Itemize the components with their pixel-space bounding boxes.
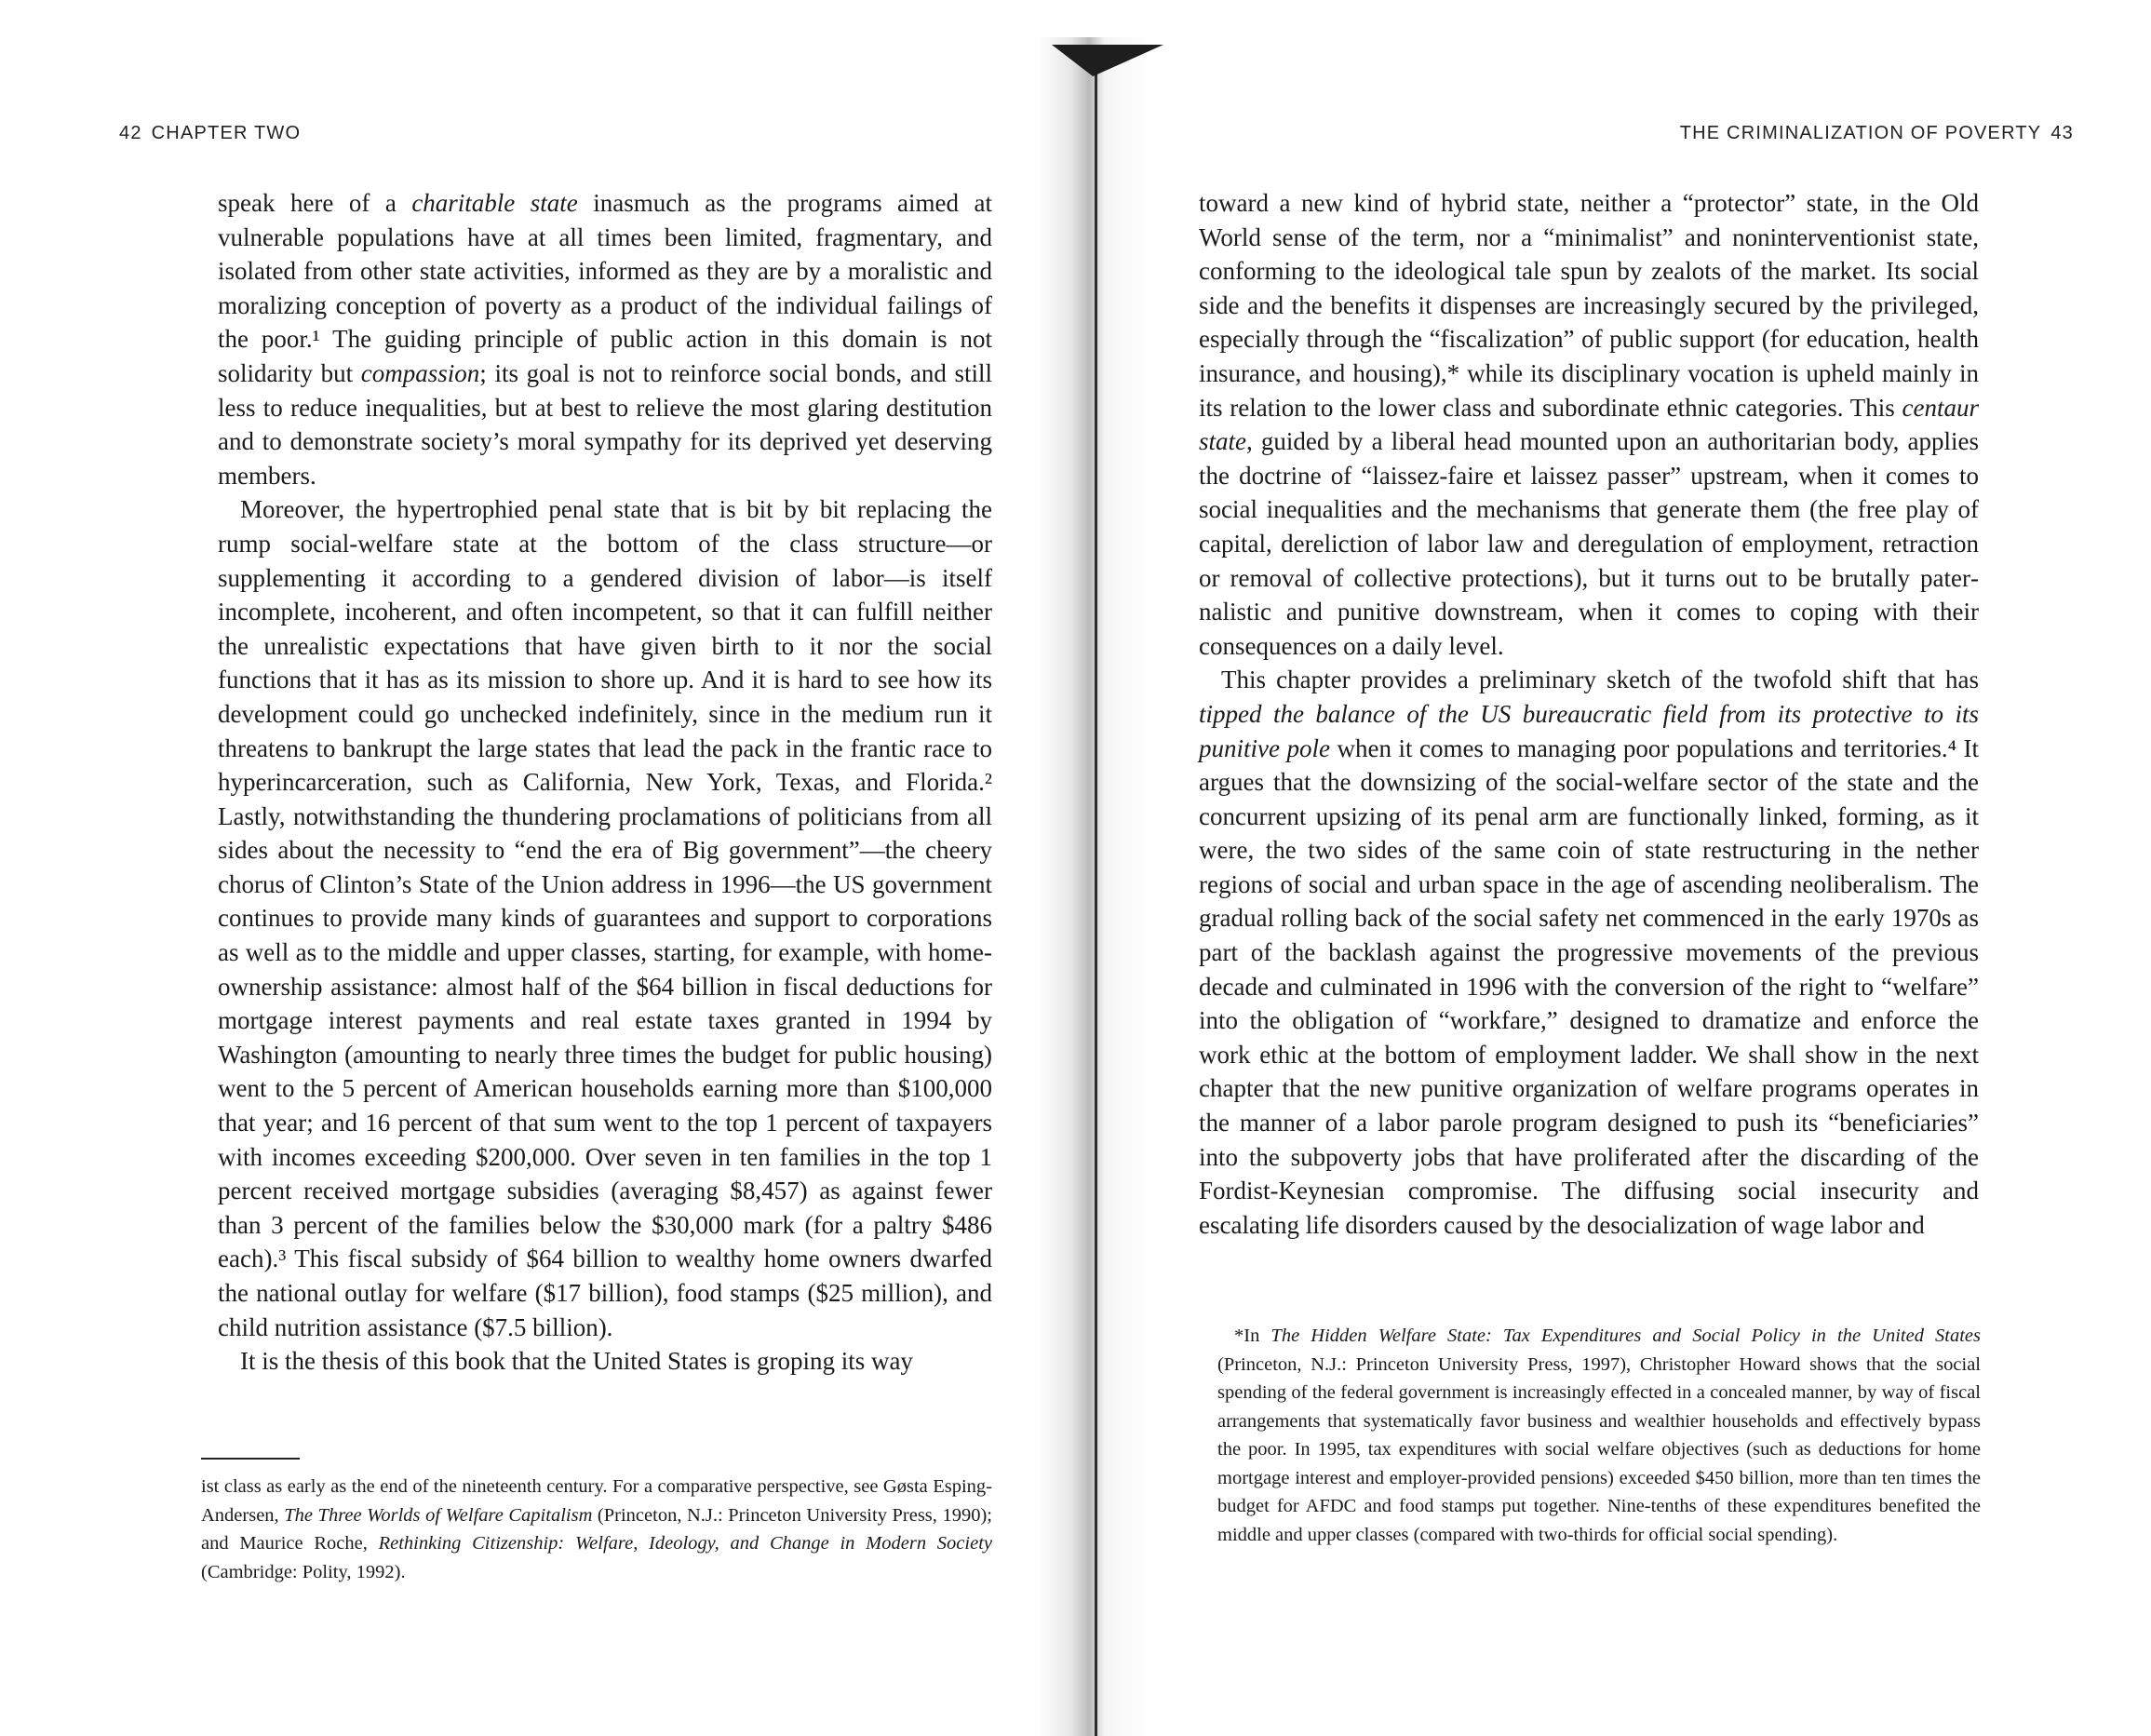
text-run: Moreover, the hypertrophied penal state that is bit by bit replacing the rump social-welfare state at the bottom of the class structure—or supplementing it according to a gendered division of labor—is itself incomplete, incoherent, and often incompetent, so that it can fulfill neither the unrealistic expectations that have given birth to it nor the social functions that it has as its mission to shore up. And it is hard to see how its development could go unchecked indefinitely, since in the medium run it threatens to bankrupt the large states that lead the pack in the frantic race to hyperincarceration, such as California, New York, Texas, and Florida.² Lastly, notwithstanding the thundering proclamations of politicians from all sides about the necessity to “end the era of Big government”—the cheery chorus of Clinton’s State of the Union address in 1996—the US government continues to provide many kinds of guarantees and support to corporations as well as to the middle and upper classes, starting, for example, with homeownership assistance: almost half of the $64 billion in fiscal deductions for mortgage interest payments and real estate taxes granted in 1994 by Washington (amounting to nearly three times the budget for public housing) went to the 5 percent of American households earning more than $100,000 that year; and 16 percent of that sum went to the top 1 percent of taxpayers with incomes exceeding $200,000. Over seven in ten families in the top 1 percent received mortgage subsidies (averaging $8,457) as against fewer than 3 percent of the families below the $30,000 mark (for a paltry $486 each).³ This fiscal subsidy of $64 billion to wealthy home owners dwarfed the national outlay for welfare ($17 billion), food stamps ($25 million), and child nutrition assistance ($7.5 billion). [218,495,992,1341]
footnote-rule [201,1458,300,1460]
text-run: *In [1234,1326,1271,1346]
text-run: ; its goal is not to reinforce social bonds, and still less to reduce inequalities, but at best to relieve the most glaring destitution and to demonstrate society’s moral sympathy for its deprived yet deserving members. [218,358,992,490]
right-paragraph-2 [1199,663,1979,1242]
right-paragraph-1 [1199,186,1979,663]
text-run: (Cambridge: Polity, 1992). [201,1561,406,1582]
text-run: when it comes to managing poor populations and territories.⁴ It argues that the downsizing of the social-welfare sector of the state and the concurrent upsizing of its penal arm are functionally linked, forming, as it were, the two sides of the same coin of state restructuring in the nether regions of social and urban space in the age of ascending neoliberalism. The gradual rolling back of the social safety net commenced in the early 1970s as part of the backlash against the progressive movements of the previous decade and culminated in 1996 with the conversion of the right to “welfare” into the obligation of “workfare,” designed to dramatize and enforce the work ethic at the bottom of employment ladder. We shall show in the next chapter that the new punitive organization of welfare programs operates in the manner of a labor parole program designed to push its “beneficiaries” into the subpoverty jobs that have proliferated after the discarding of the Fordist-Keynesian compromise. The diffusing social insecurity and escalating life disorders caused by the desocialization of wage labor and [1199,733,1979,1239]
italic-text: charitable state [411,189,578,217]
right-footnote-text [1217,1322,1981,1549]
italic-text: compassion [360,358,480,387]
right-page [1070,0,2151,1736]
right-footnote [1217,1322,1981,1549]
left-paragraph-2 [218,492,992,1344]
left-footnote [201,1473,992,1586]
right-page-number: 43 [2050,123,2074,143]
left-page [0,0,1070,1736]
left-paragraph-3 [218,1344,992,1379]
right-chapter-title: THE CRIMINALIZATION OF POVERTY [1679,123,2042,143]
text-run: It is the thesis of this book that the United States is groping its way [240,1347,913,1376]
text-run: speak here of a [218,189,412,217]
text-run: ist class as early as the end of the nineteenth century. For a comparative perspective, see Gøsta Esping-Andersen, [201,1476,992,1526]
text-run: toward a new kind of hybrid state, neither a “protector” state, in the Old World sense of the term, nor a “minimalist” and noninterventionist state, conforming to the ideological tale spun by zealots of the market. Its social side and the benefits it dispenses are increasingly secured by the privileged, especially through the “fiscalization” of public support (for education, health insurance, and housing),* while its disciplinary vocation is upheld mainly in its relation to the lower class and subordinate ethnic categories. This [1199,189,1979,422]
italic-text: The Hidden Welfare State: Tax Expenditures and Social Policy in the United States [1270,1326,1982,1346]
left-paragraph-1 [218,186,992,492]
left-body-text [218,186,992,1379]
text-run: inasmuch as the programs aimed at vulnerable populations have at all times been limited, fragmentary, and isolated from other state activities, informed as they are by a moralistic and moralizing conception of poverty as a product of the individual failings of the poor.¹ The guiding principle of public action in this domain is not solidarity but [218,189,992,387]
left-chapter-title: CHAPTER TWO [151,123,302,143]
left-running-head [119,123,301,144]
italic-text: tipped the balance of the US bureaucratic field from its protective to its punitive pole [1199,699,1979,762]
text-run: (Princeton, N.J.: Princeton University Press, 1997), Christopher Howard shows that the social spending of the federal government is increasingly effected in a concealed manner, by way of fiscal arrangements that systematically favor business and wealthier households and effectively bypass the poor. In 1995, tax expenditures with social welfare objectives (such as deductions for home mortgage interest and employer-provided pensions) exceeded $450 billion, more than ten times the budget for AFDC and food stamps put together. Nine-tenths of these expenditures benefited the middle and upper classes (compared with two-thirds for official social spending). [1217,1353,1981,1545]
italic-text: The Three Worlds of Welfare Capitalism [284,1504,593,1526]
text-run: (Princeton, N.J.: Princeton University Press, 1990); and Maurice Roche, [201,1504,992,1554]
text-run: , guided by a liberal head mounted upon an authoritarian body, applies the doctrine of “laissez-faire et laissez passer” upstream, when it comes to social inequalities and the mechanisms that generate them (the free play of capital, dereliction of labor law and deregulation of employment, retraction or removal of collective protections), but it turns out to be brutally paternalistic and punitive downstream, when it comes to coping with their consequences on a daily level. [1199,427,1979,660]
italic-text: Rethinking Citizenship: Welfare, Ideology, and Change in Modern Society [378,1533,992,1554]
left-page-number: 42 [119,123,142,143]
right-running-head [1680,123,2074,144]
right-body-text [1199,186,1979,1242]
italic-text: centaur state [1199,393,1979,456]
text-run: This chapter provides a preliminary sketch of the twofold shift that has [1221,666,1979,694]
left-footnote-text [201,1473,992,1586]
